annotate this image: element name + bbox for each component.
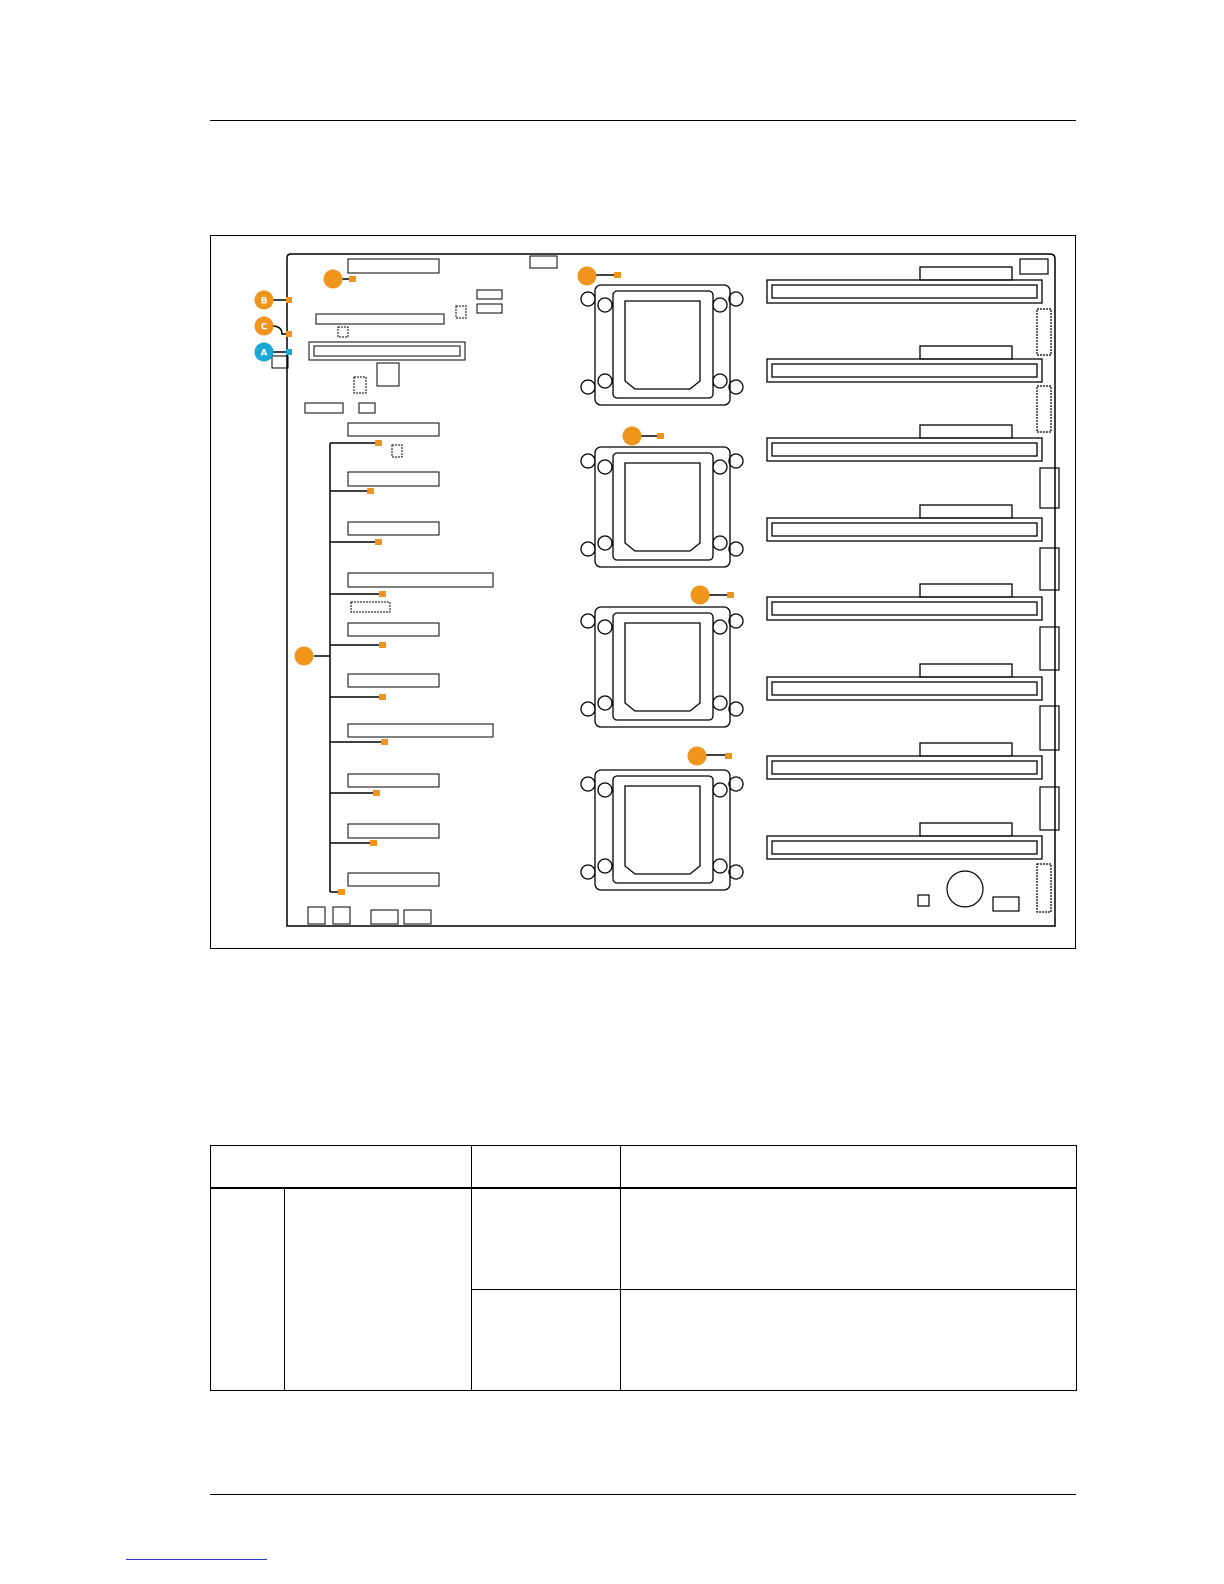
connector-small-left	[305, 403, 343, 413]
cpu-socket-4	[581, 770, 743, 890]
led-block	[272, 356, 288, 368]
connector-top	[348, 259, 439, 273]
callout-dot-slots	[295, 647, 314, 666]
callout-c-label: C	[260, 322, 268, 333]
right-slots	[767, 267, 1042, 859]
cpu-socket-1	[581, 285, 743, 405]
footer-link-underline[interactable]	[126, 1559, 267, 1560]
slot-wide	[309, 342, 465, 360]
jumper-2	[456, 306, 466, 318]
cpu-socket-2	[581, 447, 743, 567]
jumper-1	[338, 327, 348, 337]
callout-dot-cpu-1	[578, 267, 597, 286]
header-top-center	[530, 256, 557, 268]
slot-leader-lines	[330, 443, 384, 892]
jumper-3	[354, 377, 366, 393]
cpu-socket-3	[581, 607, 743, 727]
table-cell	[285, 1188, 472, 1391]
sata-port-1	[477, 290, 502, 299]
table-cell	[211, 1188, 285, 1391]
jumper-small	[359, 403, 375, 413]
bottom-left-connectors	[308, 907, 431, 924]
jumper-4	[392, 445, 402, 457]
slot-bracket	[314, 443, 330, 892]
sata-port-2	[477, 304, 502, 313]
callout-dot-cpu-3	[691, 586, 710, 605]
callout-dot-top-left	[324, 270, 343, 289]
table-row	[211, 1188, 1077, 1290]
bottom-rule	[210, 1494, 1076, 1495]
spec-table	[210, 1145, 1077, 1391]
callout-dot-cpu-2	[623, 427, 642, 446]
right-edge-connectors	[918, 259, 1059, 912]
table-cell	[621, 1289, 1077, 1391]
table-header-cell	[472, 1146, 621, 1188]
slot-wide-inner	[314, 346, 460, 356]
slot-leader-markers	[338, 440, 388, 895]
chip-square	[377, 363, 399, 386]
table-cell	[472, 1289, 621, 1391]
callout-dot-cpu-4	[688, 747, 707, 766]
board-outline	[287, 254, 1055, 926]
callout-b-label: B	[260, 296, 268, 307]
callout-a-label: A	[260, 348, 268, 359]
unlabeled-callouts	[295, 267, 735, 766]
table-cell	[621, 1188, 1077, 1290]
slot-small-1	[316, 314, 444, 324]
table-header-cell	[211, 1146, 472, 1188]
table-header-cell	[621, 1146, 1077, 1188]
table-cell	[472, 1188, 621, 1290]
